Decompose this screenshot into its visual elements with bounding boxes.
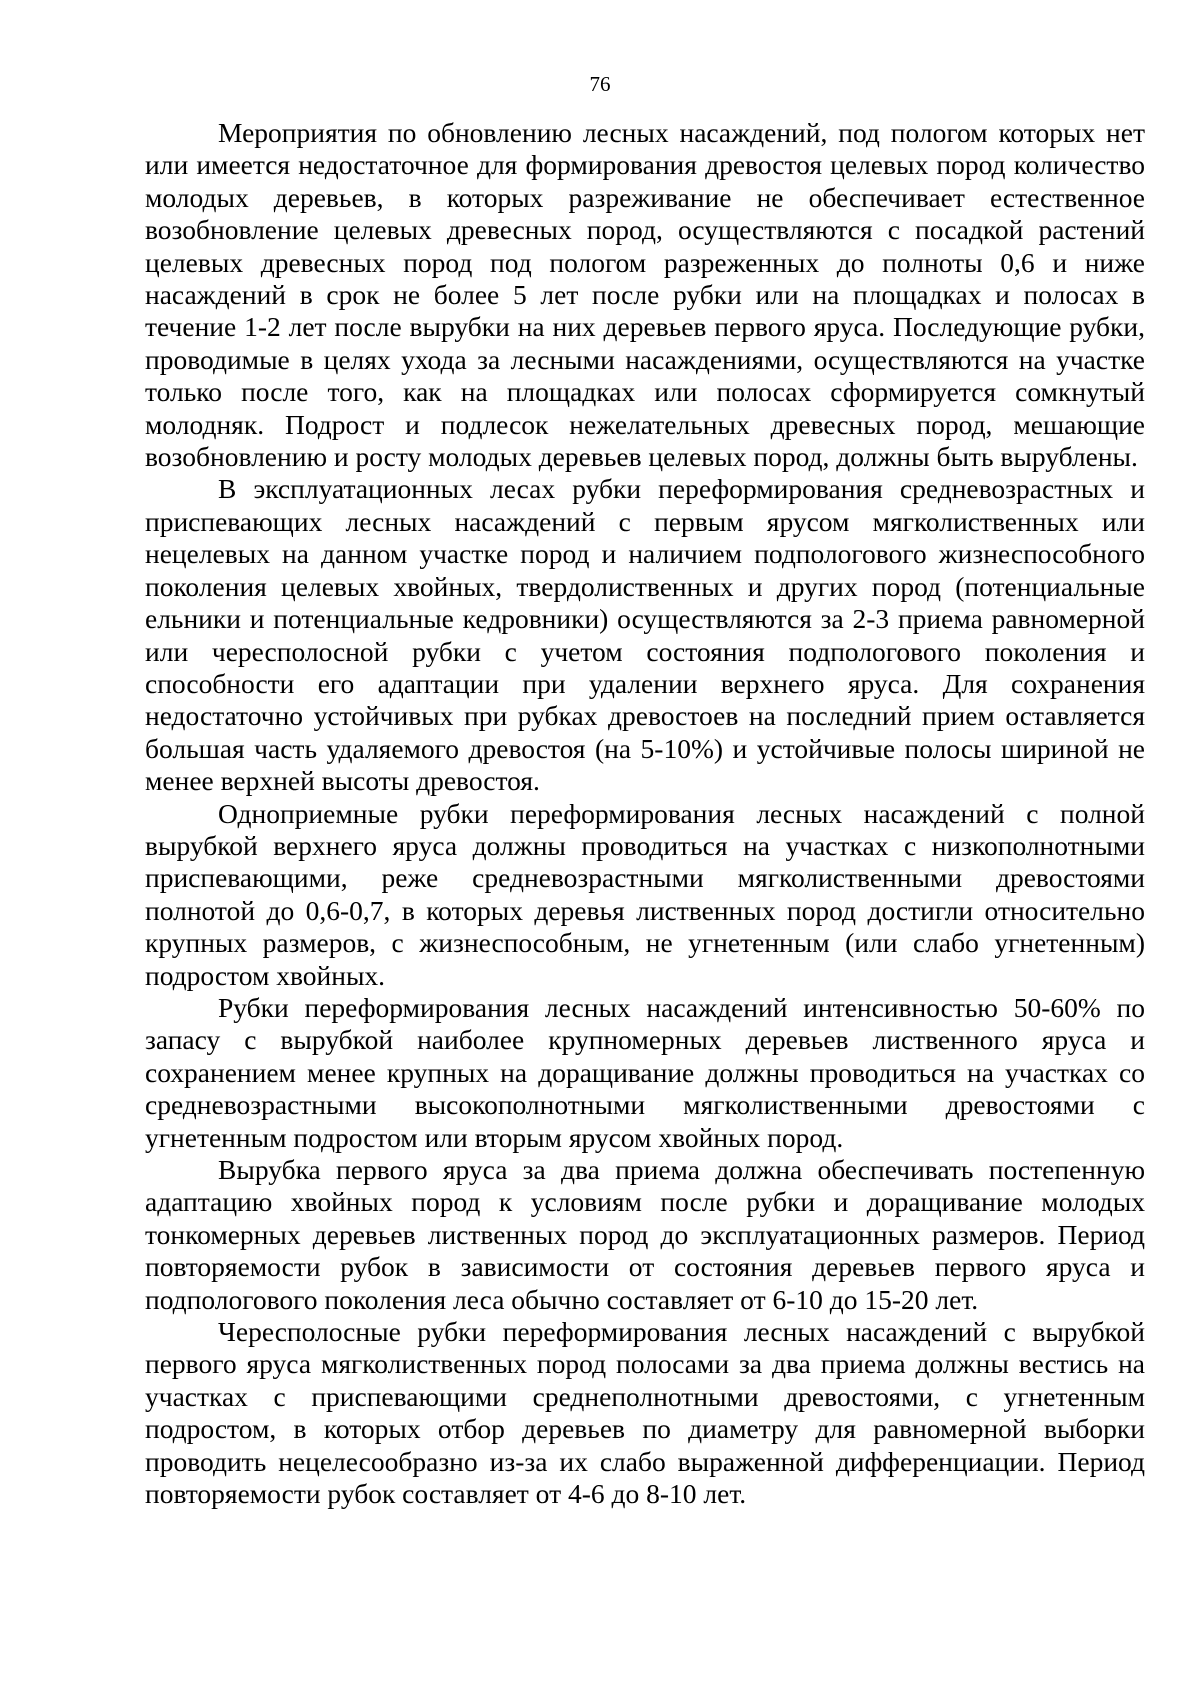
paragraph-1: Мероприятия по обновлению лесных насаждений, под пологом которых нет или имеется недостаточное для формирования древостоя целевых пород количество молодых деревьев, в которых разреживание не обеспечивает естественное возобновление целевых древесных пород, осуществляются с посадкой растений целевых древесных пород под пологом разреженных до полноты 0,6 и ниже насаждений в срок не более 5 лет после рубки или на площадках и полосах в течение 1-2 лет после вырубки на них деревьев первого яруса. Последующие рубки, проводимые в целях ухода за лесными насаждениями, осуществляются на участке только после того, как на площадках или полосах сформируется сомкнутый молодняк. Подрост и подлесок нежелательных древесных пород, мешающие возобновлению и росту молодых деревьев целевых пород, должны быть вырублены. xyxy=(145,117,1145,473)
paragraph-5: Вырубка первого яруса за два приема должна обеспечивать постепенную адаптацию хвойных пород к условиям после рубки и доращивание молодых тонкомерных деревьев лиственных пород до эксплуатационных размеров. Период повторяемости рубок в зависимости от состояния деревьев первого яруса и подпологового поколения леса обычно составляет от 6-10 до 15-20 лет. xyxy=(145,1154,1145,1315)
paragraph-2: В эксплуатационных лесах рубки переформирования средневозрастных и приспевающих лесных насаждений с первым ярусом мягколиственных или нецелевых на данном участке пород и наличием подпологового жизнеспособного поколения целевых хвойных, твердолиственных и других пород (потенциальные ельники и потенциальные кедровники) осуществляются за 2-3 приема равномерной или чересполосной рубки с учетом состояния подпологового поколения и способности его адаптации при удалении верхнего яруса. Для сохранения недостаточно устойчивых при рубках древостоев на последний прием оставляется большая часть удаляемого древостоя (на 5-10%) и устойчивые полосы шириной не менее верхней высоты древостоя. xyxy=(145,473,1145,797)
page-number: 76 xyxy=(589,72,611,96)
paragraph-3: Одноприемные рубки переформирования лесных насаждений с полной вырубкой верхнего яруса должны проводиться на участках с низкополнотными приспевающими, реже средневозрастными мягколиственными древостоями полнотой до 0,6-0,7, в которых деревья лиственных пород достигли относительно крупных размеров, с жизнеспособным, не угнетенным (или слабо угнетенным) подростом хвойных. xyxy=(145,797,1145,991)
paragraph-6: Чересполосные рубки переформирования лесных насаждений с вырубкой первого яруса мягколиственных пород полосами за два приема должны вестись на участках с приспевающими среднеполнотными древостоями, с угнетенным подростом, в которых отбор деревьев по диаметру для равномерной выборки проводить нецелесообразно из-за их слабо выраженной дифференциации. Период повторяемости рубок составляет от 4-6 до 8-10 лет. xyxy=(145,1316,1145,1510)
body-text xyxy=(145,117,1145,1510)
paragraph-4: Рубки переформирования лесных насаждений интенсивностью 50-60% по запасу с вырубкой наиболее крупномерных деревьев лиственного яруса и сохранением менее крупных на доращивание должны проводиться на участках со средневозрастными высокополнотными мягколиственными древостоями с угнетенным подростом или вторым ярусом хвойных пород. xyxy=(145,991,1145,1153)
